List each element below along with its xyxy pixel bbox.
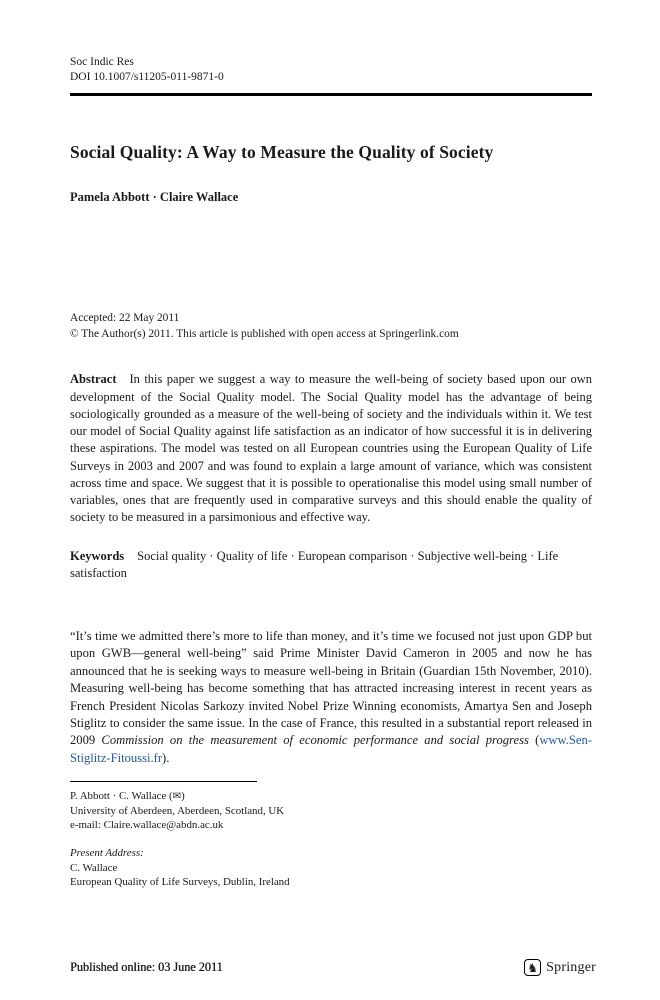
article-meta [70, 311, 592, 342]
sen-stiglitz-fitoussi-link[interactable]: www.Sen-Stiglitz-Fitoussi.fr [70, 733, 593, 765]
keywords-paragraph [70, 548, 592, 583]
keywords-label: Keywords [70, 548, 125, 563]
present-address-affiliation: European Quality of Life Surveys, Dublin, Ireland [70, 876, 290, 889]
footnote-email: e-mail: Claire.wallace@abdn.ac.uk [70, 819, 224, 832]
present-address-block [70, 846, 592, 890]
footnote-affiliation: University of Aberdeen, Aberdeen, Scotland, UK [70, 804, 285, 817]
report-title-text: Commission on the measurement of economic performance and social progress [101, 733, 529, 748]
envelope-icon: ✉ [172, 791, 182, 803]
footnote-authors-close: ) [181, 790, 185, 803]
abstract-text: In this paper we suggest a way to measure the well-being of society based upon our own development of the Social Quality model. The Social Quality model has the advantage of being sociologically grounded as a measure of the well-being of society and the individuals within it. We test our model of Social Quality against life satisfaction as an indicator of how successful it is in delivering these aspirations. The model was tested on all European countries using the European Quality of Life Surveys in 2003 and 2007 and was found to explain a large amount of variance, which was consistent across time and space. We suggest that it is possible to operationalise this model using small number of variables, ones that are frequently used in comparative surveys and this should enable the quality of society to be measured in a parsimonious and effective way. [70, 372, 592, 525]
authors-line: Pamela Abbott · Claire Wallace [70, 189, 239, 204]
accepted-date: Accepted: 22 May 2011 [70, 311, 180, 324]
header-rule [70, 93, 592, 96]
body-paragraph [70, 628, 592, 767]
page-header [70, 55, 592, 96]
springer-logo [524, 959, 596, 976]
present-address-label: Present Address: [70, 846, 144, 859]
springer-horse-icon: ♞ [524, 959, 541, 976]
article-title: Social Quality: A Way to Measure the Quality of Society [70, 141, 494, 162]
body-intro-text: “It’s time we admitted there’s more to life than money, and it’s time we focused not just upon GDP but upon GWB—general well-being” said Prime Minister David Cameron in 2005 and now he has announced that he is seeking ways to measure well-being in Britain (Guardian 15th November, 2010). Measuring well-being has become something that has attracted increasing interest in recent years as French President Nicolas Sarkozy invited Nobel Prize Winning economists, Amartya Sen and Joseph Stiglitz to consider the same issue. In the case of France, this resulted in a substantial report released in 2009 [70, 629, 592, 748]
link-close-paren: ). [162, 750, 170, 765]
footnote-rule [70, 781, 257, 782]
page-footer [70, 959, 596, 976]
footnote-authors-text: P. Abbott · C. Wallace ( [70, 790, 173, 803]
link-open-paren: ( [528, 733, 540, 748]
keywords-text: Social quality · Quality of life · European comparison · Subjective well-being · Life satisfaction [70, 548, 559, 580]
footnote-authors [70, 789, 592, 804]
springer-wordmark: Springer [546, 959, 596, 975]
abstract-label: Abstract [70, 372, 117, 387]
doi-line: DOI 10.1007/s11205-011-9871-0 [70, 70, 224, 83]
journal-name: Soc Indic Res [70, 56, 134, 68]
published-online-stamp: Published online: 03 June 2011 [70, 960, 223, 974]
present-address-name: C. Wallace [70, 861, 118, 874]
footnote-block [70, 781, 592, 890]
copyright-line: © The Author(s) 2011. This article is published with open access at Springerlink.com [70, 327, 459, 340]
abstract-paragraph [70, 371, 592, 526]
